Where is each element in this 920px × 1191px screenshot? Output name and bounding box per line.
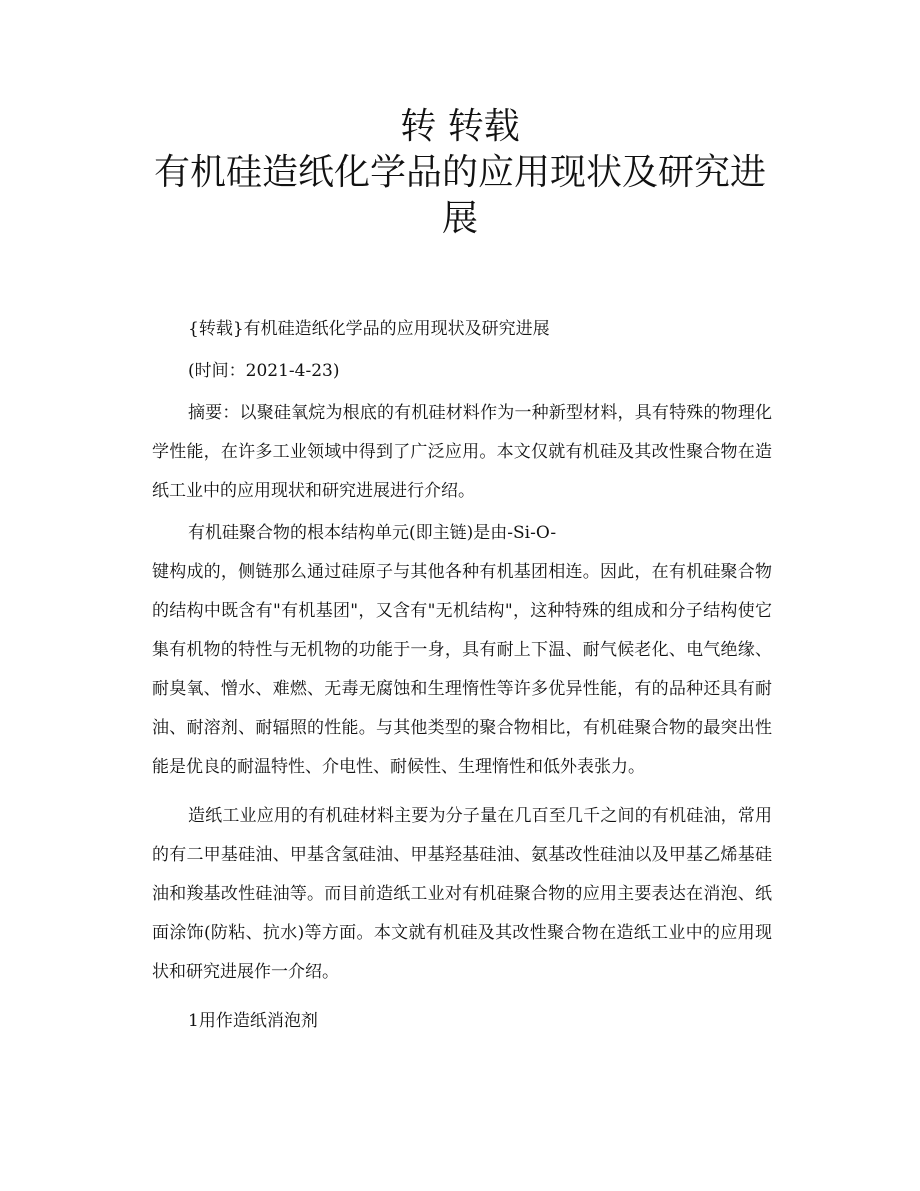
section-heading: 1用作造纸消泡剂: [188, 1011, 318, 1031]
title-line-3: 展: [441, 198, 478, 239]
time-line: (时间：2021-4-23): [188, 361, 340, 381]
document-body: [152, 310, 772, 1041]
abstract-paragraph: 摘要：以聚硅氧烷为根底的有机硅材料作为一种新型材料，具有特殊的物理化学性能，在许多工业领域中得到了广泛应用。本文仅就有机硅及其改性聚合物在造纸工业中的应用现状和研究进展进行介绍。: [152, 403, 772, 501]
source-line: {转载}有机硅造纸化学品的应用现状及研究进展: [188, 319, 550, 339]
structure-paragraph-first-line: 有机硅聚合物的根本结构单元(即主链)是由-Si-O-: [188, 523, 557, 543]
structure-paragraph: 键构成的，侧链那么通过硅原子与其他各种有机基团相连。因此，在有机硅聚合物的结构中既含有"有机基团"，又含有"无机结构"，这种特殊的组成和分子结构使它集有机物的特性与无机物的功能于一身，具有耐上下温、耐气候老化、电气绝缘、耐臭氧、憎水、难燃、无毒无腐蚀和生理惰性等许多优异性能，有的品种还具有耐油、耐溶剂、耐辐照的性能。与其他类型的聚合物相比，有机硅聚合物的最突出性能是优良的耐温特性、介电性、耐候性、生理惰性和低外表张力。: [152, 562, 772, 777]
document-title: [120, 104, 800, 242]
papermaking-paragraph: 造纸工业应用的有机硅材料主要为分子量在几百至几千之间的有机硅油，常用的有二甲基硅油、甲基含氢硅油、甲基羟基硅油、氨基改性硅油以及甲基乙烯基硅油和羧基改性硅油等。而目前造纸工业对有机硅聚合物的应用主要表达在消泡、纸面涂饰(防粘、抗水)等方面。本文就有机硅及其改性聚合物在造纸工业中的应用现状和研究进展作一介绍。: [152, 806, 772, 982]
title-line-1: 转 转载: [400, 106, 520, 147]
title-line-2: 有机硅造纸化学品的应用现状及研究进: [153, 152, 766, 193]
